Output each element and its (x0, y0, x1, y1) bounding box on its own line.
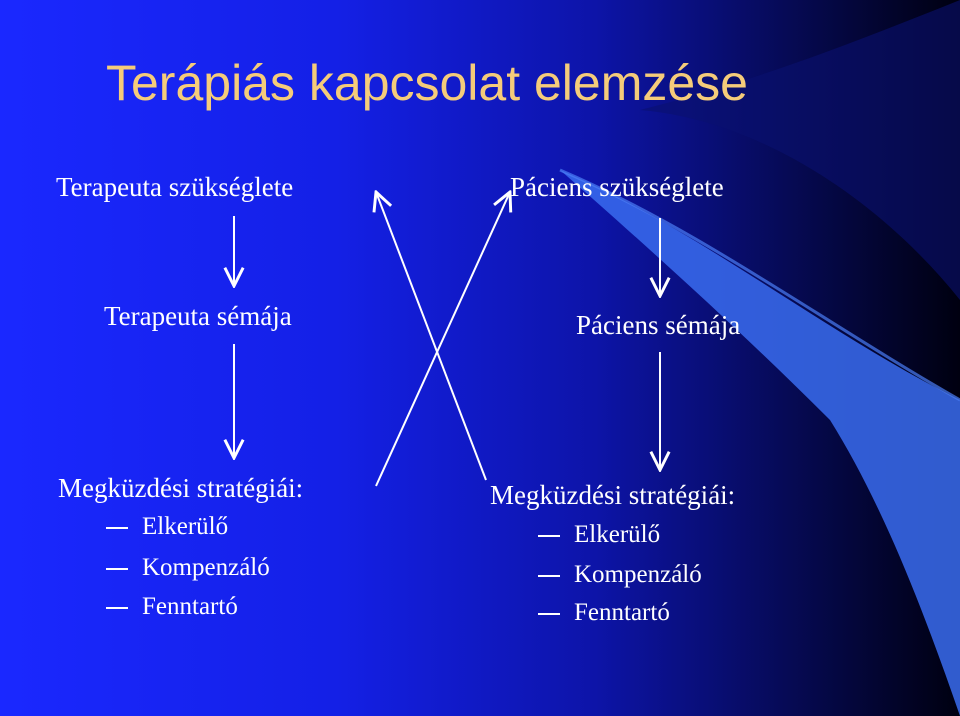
arrow-therapist-coping-to-patient-need (376, 192, 510, 486)
therapist-coping-title: Megküzdési stratégiái: (58, 473, 304, 503)
slide-title: Terápiás kapcsolat elemzése (106, 55, 748, 111)
therapist-schema: Terapeuta sémája (104, 301, 292, 331)
therapist-need: Terapeuta szükséglete (56, 172, 294, 202)
strategy-label: Fenntartó (142, 593, 238, 620)
strategy-label: Elkerülő (574, 521, 661, 548)
strategy-label: Kompenzáló (574, 561, 702, 588)
strategy-label: Kompenzáló (142, 554, 270, 581)
patient-schema: Páciens sémája (576, 310, 741, 340)
arrow-patient-coping-to-therapist-need (376, 192, 486, 480)
patient-need: Páciens szükséglete (510, 172, 724, 202)
strategy-label: Elkerülő (142, 513, 229, 540)
patient-coping-title: Megküzdési stratégiái: (490, 480, 736, 510)
strategy-label: Fenntartó (574, 599, 670, 626)
